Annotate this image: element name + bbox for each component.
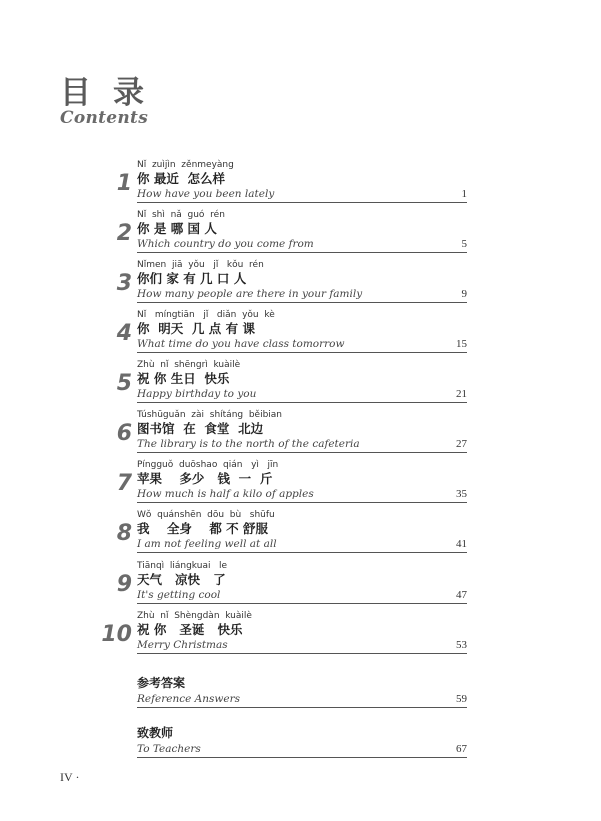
lesson-chinese-title: 图书馆 在 食堂 北边 bbox=[137, 421, 264, 436]
lesson-chinese-title: 祝 你 生日 快乐 bbox=[137, 371, 230, 386]
lesson-number: 5 bbox=[116, 371, 132, 396]
page-number: 1 bbox=[461, 188, 467, 200]
toc-entry-to-teachers[interactable] bbox=[100, 726, 470, 776]
toc-entry-lesson-1[interactable] bbox=[100, 160, 470, 210]
divider bbox=[137, 452, 467, 453]
lesson-english-title: It's getting cool bbox=[137, 589, 221, 601]
toc-entry-reference-answers[interactable] bbox=[100, 676, 470, 726]
lesson-chinese-title: 你 最近 怎么样 bbox=[137, 171, 226, 186]
toc-entry-lesson-3[interactable] bbox=[100, 260, 470, 310]
divider bbox=[137, 502, 467, 503]
toc-entry-lesson-2[interactable] bbox=[100, 210, 470, 260]
lesson-english-title: Which country do you come from bbox=[137, 238, 314, 250]
page-number: 15 bbox=[456, 338, 467, 350]
page-number: 5 bbox=[461, 238, 467, 250]
toc-entry-lesson-5[interactable] bbox=[100, 360, 470, 410]
lesson-chinese-title: 我 全身 都 不 舒服 bbox=[137, 521, 269, 536]
page-number: 21 bbox=[456, 388, 467, 400]
page-number: 27 bbox=[456, 438, 467, 450]
lesson-number: 8 bbox=[116, 521, 132, 546]
lesson-english-title: How many people are there in your family bbox=[137, 288, 363, 300]
lesson-chinese-title: 天气 凉快 了 bbox=[137, 572, 226, 587]
lesson-number: 7 bbox=[116, 471, 132, 496]
divider bbox=[137, 202, 467, 203]
appendix-english-title: Reference Answers bbox=[137, 693, 240, 705]
lesson-chinese-title: 祝 你 圣诞 快乐 bbox=[137, 622, 243, 637]
toc-entry-lesson-4[interactable] bbox=[100, 310, 470, 360]
lesson-pinyin: Wǒ quánshēn dōu bù shūfu bbox=[137, 510, 275, 520]
lesson-pinyin: Nǐ shì nǎ guó rén bbox=[137, 210, 225, 220]
lesson-english-title: I am not feeling well at all bbox=[137, 538, 277, 550]
lesson-english-title: Happy birthday to you bbox=[137, 388, 257, 400]
lesson-english-title: How much is half a kilo of apples bbox=[137, 488, 314, 500]
lesson-number: 4 bbox=[116, 321, 132, 346]
lesson-number: 6 bbox=[116, 421, 132, 446]
divider bbox=[137, 707, 467, 708]
lesson-pinyin: Nǐmen jiā yǒu jǐ kǒu rén bbox=[137, 260, 264, 270]
lesson-pinyin: Zhù nǐ shēngrì kuàilè bbox=[137, 360, 241, 370]
lesson-pinyin: Túshūguǎn zài shítáng běibian bbox=[137, 410, 283, 420]
divider bbox=[137, 352, 467, 353]
divider bbox=[137, 252, 467, 253]
lesson-chinese-title: 你 明天 几 点 有 课 bbox=[137, 321, 255, 336]
page-number: 41 bbox=[456, 538, 467, 550]
lesson-chinese-title: 苹果 多少 钱 一 斤 bbox=[137, 471, 273, 486]
toc-entry-lesson-9[interactable] bbox=[100, 561, 470, 611]
lesson-pinyin: Píngguǒ duōshao qián yì jīn bbox=[137, 460, 279, 470]
lesson-number: 2 bbox=[116, 221, 132, 246]
lesson-pinyin: Nǐ zuìjìn zěnmeyàng bbox=[137, 160, 234, 170]
toc-entry-lesson-8[interactable] bbox=[100, 510, 470, 560]
toc-entry-lesson-7[interactable] bbox=[100, 460, 470, 510]
lesson-number: 1 bbox=[116, 171, 132, 196]
page-number: 47 bbox=[456, 589, 467, 601]
divider bbox=[137, 603, 467, 604]
page-folio: IV · bbox=[60, 770, 80, 784]
lesson-english-title: The library is to the north of the cafeteria bbox=[137, 438, 360, 450]
divider bbox=[137, 302, 467, 303]
lesson-english-title: Merry Christmas bbox=[137, 639, 228, 651]
page-number: 67 bbox=[456, 743, 467, 755]
lesson-english-title: How have you been lately bbox=[137, 188, 275, 200]
page-title-chinese: 目录 bbox=[60, 75, 166, 111]
page-number: 35 bbox=[456, 488, 467, 500]
appendix-chinese-title: 参考答案 bbox=[137, 676, 186, 690]
divider bbox=[137, 757, 467, 758]
toc-entry-lesson-6[interactable] bbox=[100, 410, 470, 460]
lesson-chinese-title: 你们 家 有 几 口 人 bbox=[137, 271, 247, 286]
page-number: 9 bbox=[461, 288, 467, 300]
page-number: 53 bbox=[456, 639, 467, 651]
divider bbox=[137, 552, 467, 553]
toc-entry-lesson-10[interactable] bbox=[100, 611, 470, 661]
divider bbox=[137, 653, 467, 654]
lesson-number: 9 bbox=[116, 572, 132, 597]
appendix-chinese-title: 致教师 bbox=[137, 726, 174, 740]
lesson-pinyin: Nǐ míngtiān jǐ diǎn yǒu kè bbox=[137, 310, 275, 320]
page-number: 59 bbox=[456, 693, 467, 705]
appendix-english-title: To Teachers bbox=[137, 743, 201, 755]
lesson-pinyin: Tiānqì liángkuai le bbox=[137, 561, 228, 571]
lesson-pinyin: Zhù nǐ Shèngdàn kuàilè bbox=[137, 611, 252, 621]
divider bbox=[137, 402, 467, 403]
page-title-english: Contents bbox=[60, 108, 149, 128]
lesson-chinese-title: 你 是 哪 国 人 bbox=[137, 221, 217, 236]
lesson-english-title: What time do you have class tomorrow bbox=[137, 338, 345, 350]
lesson-number: 3 bbox=[116, 271, 132, 296]
lesson-number: 10 bbox=[101, 622, 132, 647]
